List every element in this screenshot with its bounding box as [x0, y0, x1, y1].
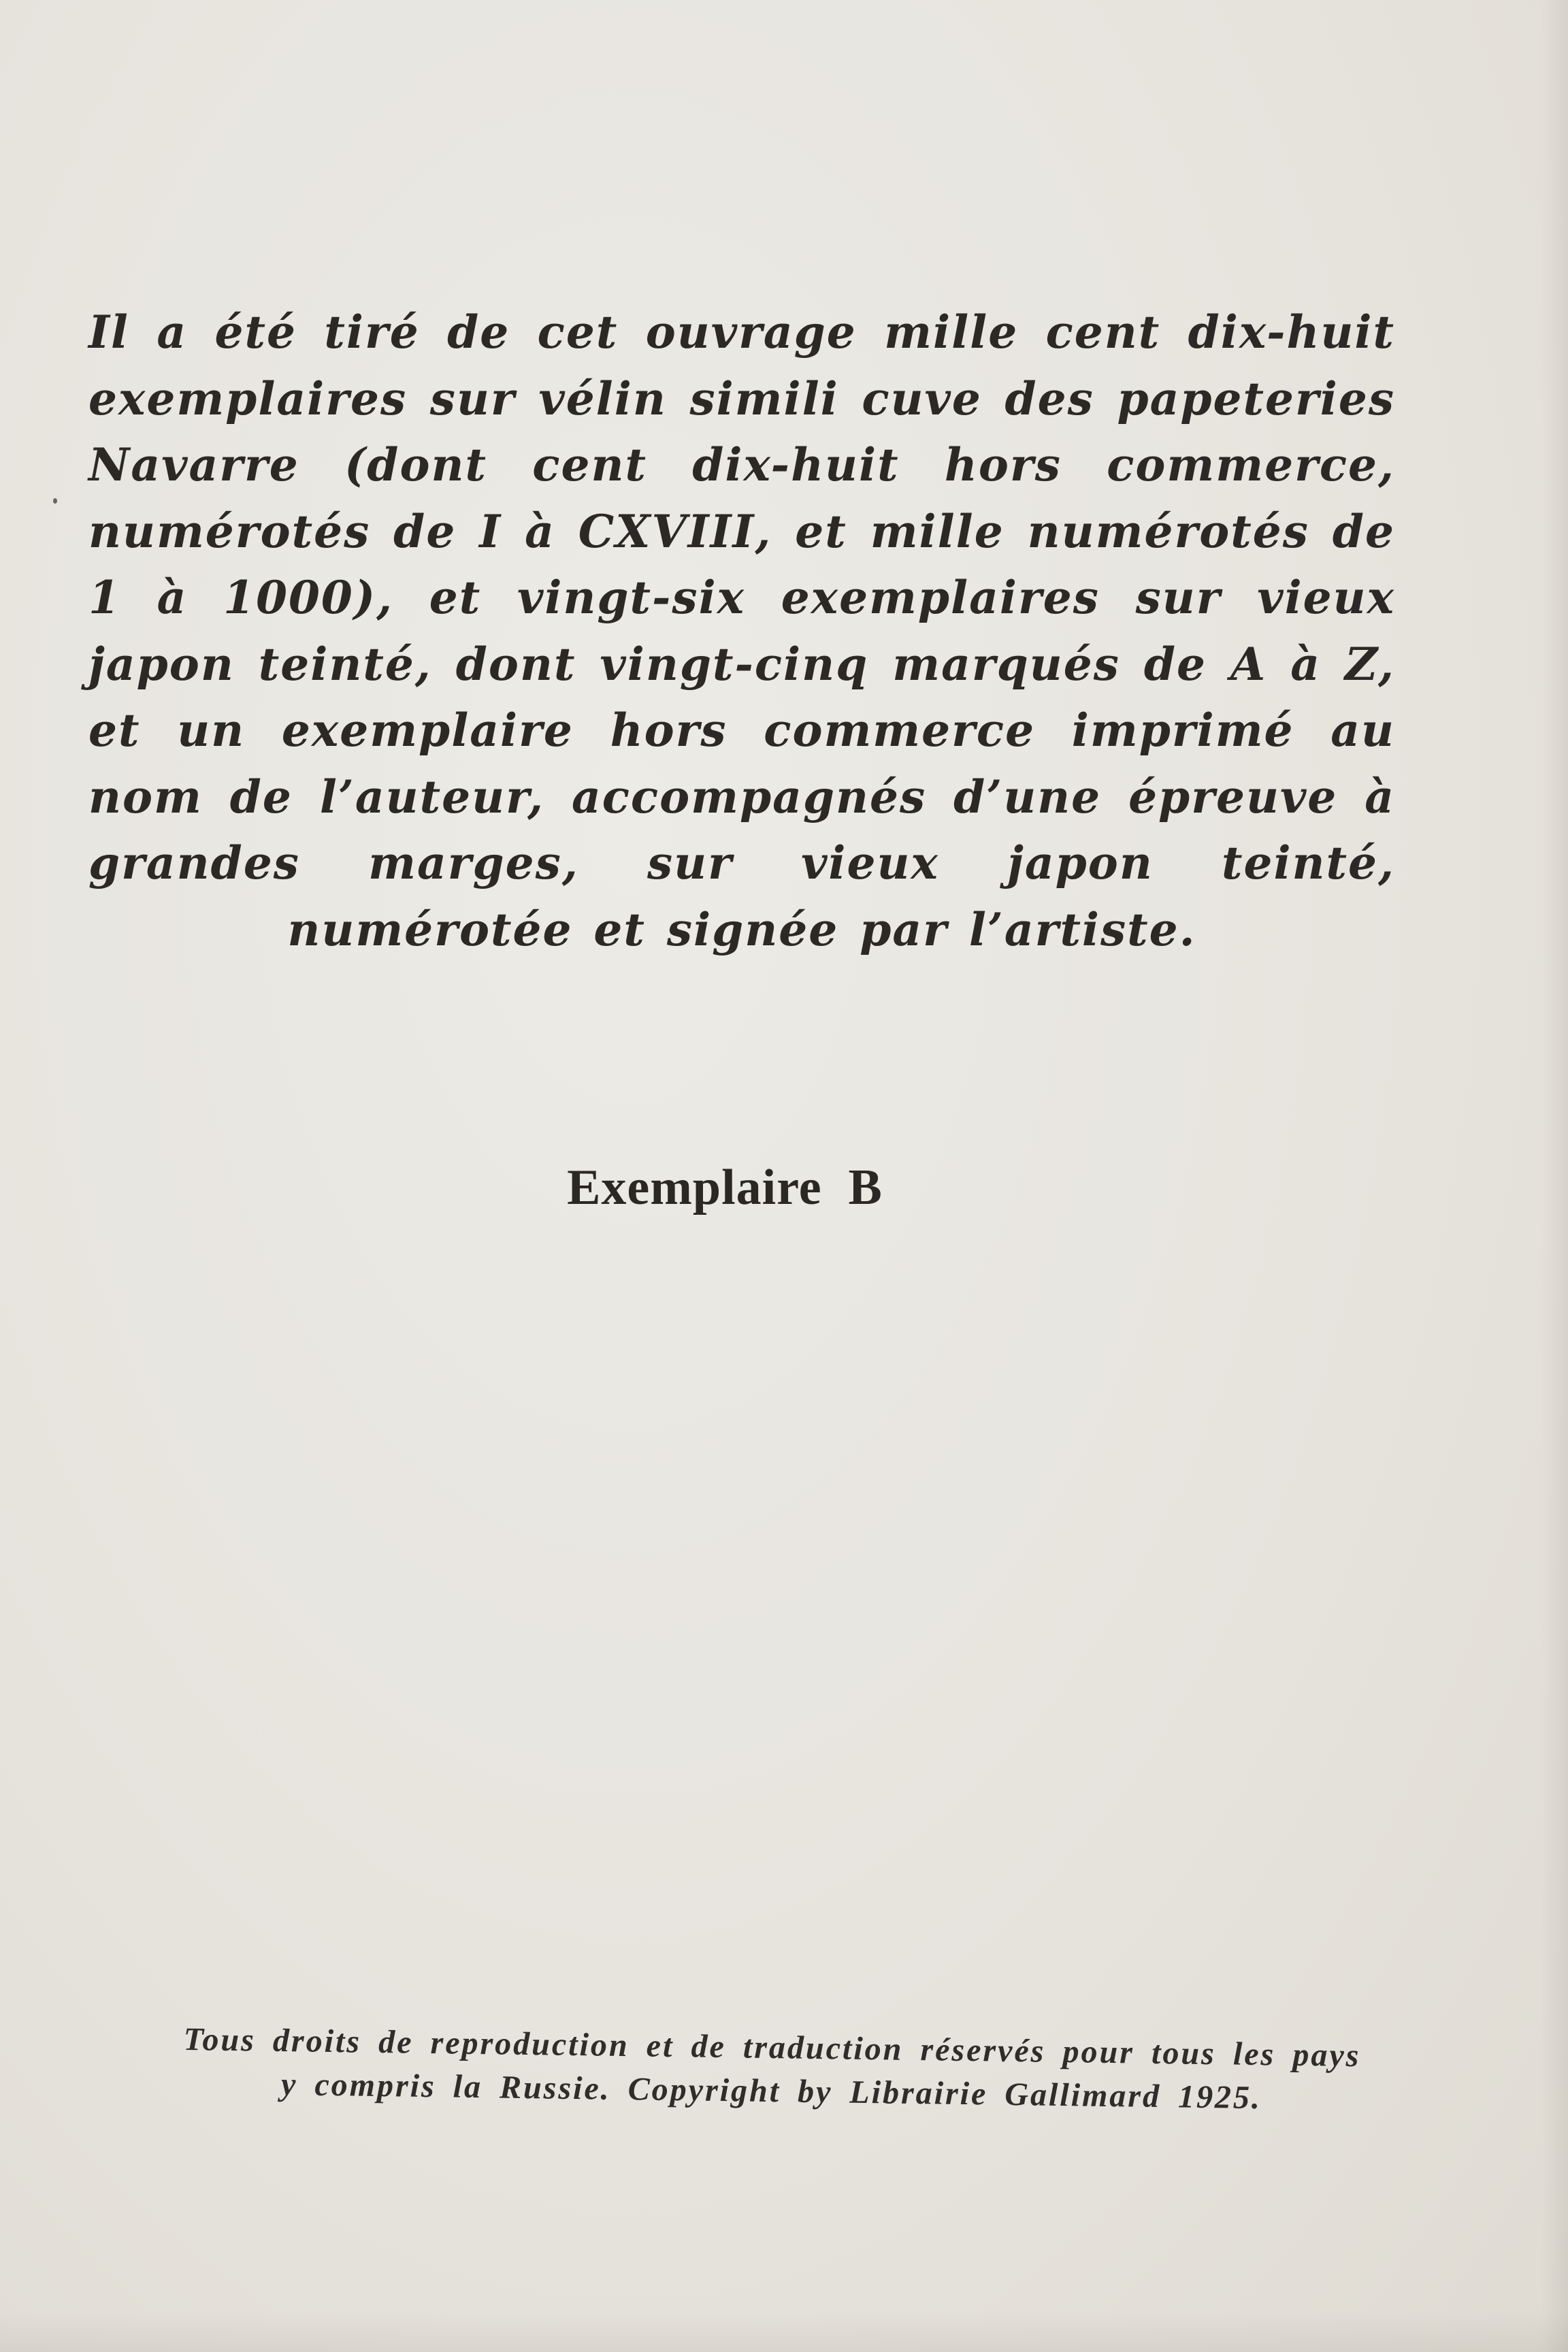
page-bottom-shadow — [0, 2311, 1568, 2352]
page-edge-shadow — [1541, 0, 1568, 2352]
copyright-notice: Tous droits de reproduction et de traduction réservés pour tous les pays y compris la Russie. Copyright by Librairie Gallimard 1925. — [183, 2021, 1361, 2117]
paper-speck — [53, 498, 57, 504]
justification-du-tirage: Il a été tiré de cet ouvrage mille cent dix-huit exemplaires sur vélin simili cuve des papeteries Navarre (dont cent dix-huit hors commerce, numérotés de I à CXVIII, et mille numérotés de 1 à 1000), et vingt-six exemplaires sur vieux japon teinté, dont vingt-cinq marqués de A à Z, et un exemplaire hors commerce imprimé au nom de l’auteur, accompagnés d’une épreuve à grandes marges, sur vieux japon teinté, numérotée et signée par l’artiste. — [88, 306, 1395, 956]
copy-designation: Exemplaire B — [567, 1160, 883, 1215]
